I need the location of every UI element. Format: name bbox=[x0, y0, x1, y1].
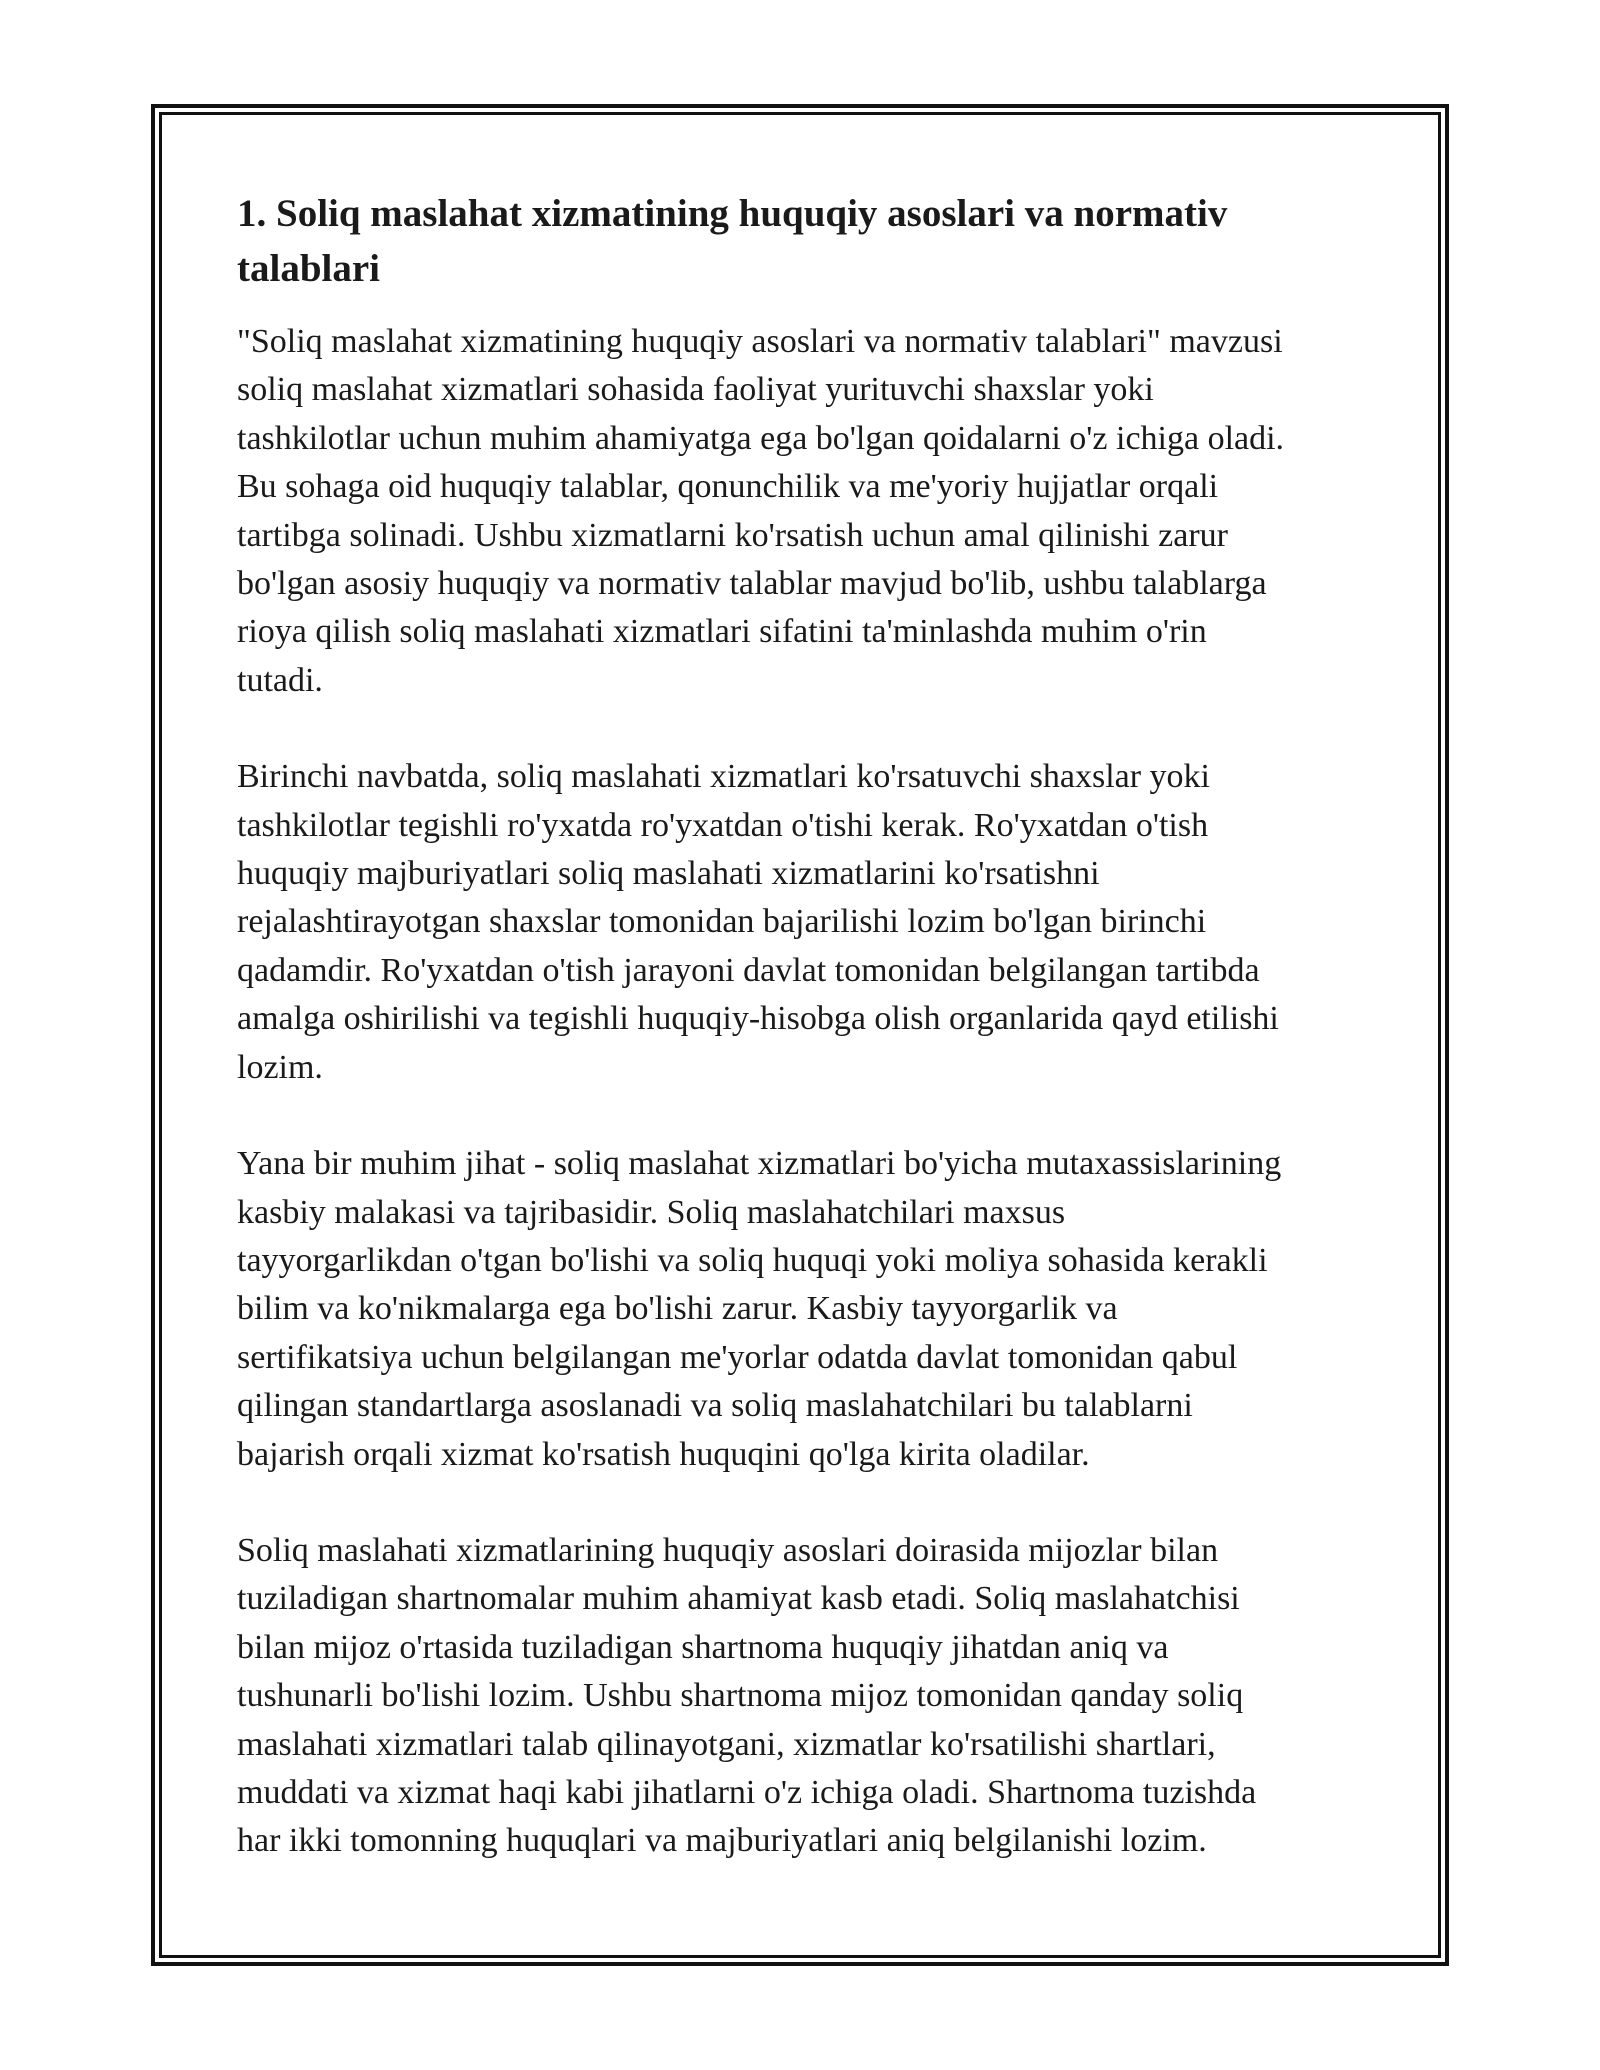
paragraph-2: Birinchi navbatda, soliq maslahati xizmatlari ko'rsatuvchi shaxslar yoki tashkilotlar tegishli ro'yxatda ro'yxatdan o'tishi kerak. Ro'yxatdan o'tish huquqiy majburiyatlari soliq maslahati xizmatlarini ko'rsatishni rejalashtirayotgan shaxslar tomonidan bajarilishi lozim bo'lgan birinchi qadamdir. Ro'yxatdan o'tish jarayoni davlat tomonidan belgilangan tartibda amalga oshirilishi va tegishli huquqiy-hisobga olish organlarida qayd etilishi lozim. bbox=[237, 758, 1279, 1086]
document-body bbox=[237, 186, 1377, 1914]
paragraph-4: Soliq maslahati xizmatlarining huquqiy asoslari doirasida mijozlar bilan tuziladigan shartnomalar muhim ahamiyat kasb etadi. Soliq maslahatchisi bilan mijoz o'rtasida tuziladigan shartnoma huquqiy jihatdan aniq va tushunarli bo'lishi lozim. Ushbu shartnoma mijoz tomonidan qanday soliq maslahati xizmatlari talab qilinayotgani, xizmatlar ko'rsatilishi shartlari, muddati va xizmat haqi kabi jihatlarni o'z ichiga oladi. Shartnoma tuzishda har ikki tomonning huquqlari va majburiyatlari aniq belgilanishi lozim. bbox=[237, 1531, 1257, 1860]
paragraph-3: Yana bir muhim jihat - soliq maslahat xizmatlari bo'yicha mutaxassislarining kasbiy malakasi va tajribasidir. Soliq maslahatchilari maxsus tayyorgarlikdan o'tgan bo'lishi va soliq huquqi yoki moliya sohasida kerakli bilim va ko'nikmalarga ega bo'lishi zarur. Kasbiy tayyorgarlik va sertifikatsiya uchun belgilangan me'yorlar odatda davlat tomonidan qabul qilingan standartlarga asoslanadi va soliq maslahatchilari bu talablarni bajarish orqali xizmat ko'rsatish huquqini qo'lga kirita oladilar. bbox=[237, 1145, 1282, 1473]
section-heading: 1. Soliq maslahat xizmatining huquqiy asoslari va normativ talablari bbox=[237, 192, 1228, 290]
paragraph-1: "Soliq maslahat xizmatining huquqiy asoslari va normativ talablari" mavzusi soliq maslahat xizmatlari sohasida faoliyat yurituvchi shaxslar yoki tashkilotlar uchun muhim ahamiyatga ega bo'lgan qoidalarni o'z ichiga oladi. Bu sohaga oid huquqiy talablar, qonunchilik va me'yoriy hujjatlar orqali tartibga solinadi. Ushbu xizmatlarni ko'rsatish uchun amal qilinishi zarur bo'lgan asosiy huquqiy va normativ talablar mavjud bo'lib, ushbu talablarga rioya qilish soliq maslahati xizmatlari sifatini ta'minlashda muhim o'rin tutadi. bbox=[237, 323, 1285, 699]
